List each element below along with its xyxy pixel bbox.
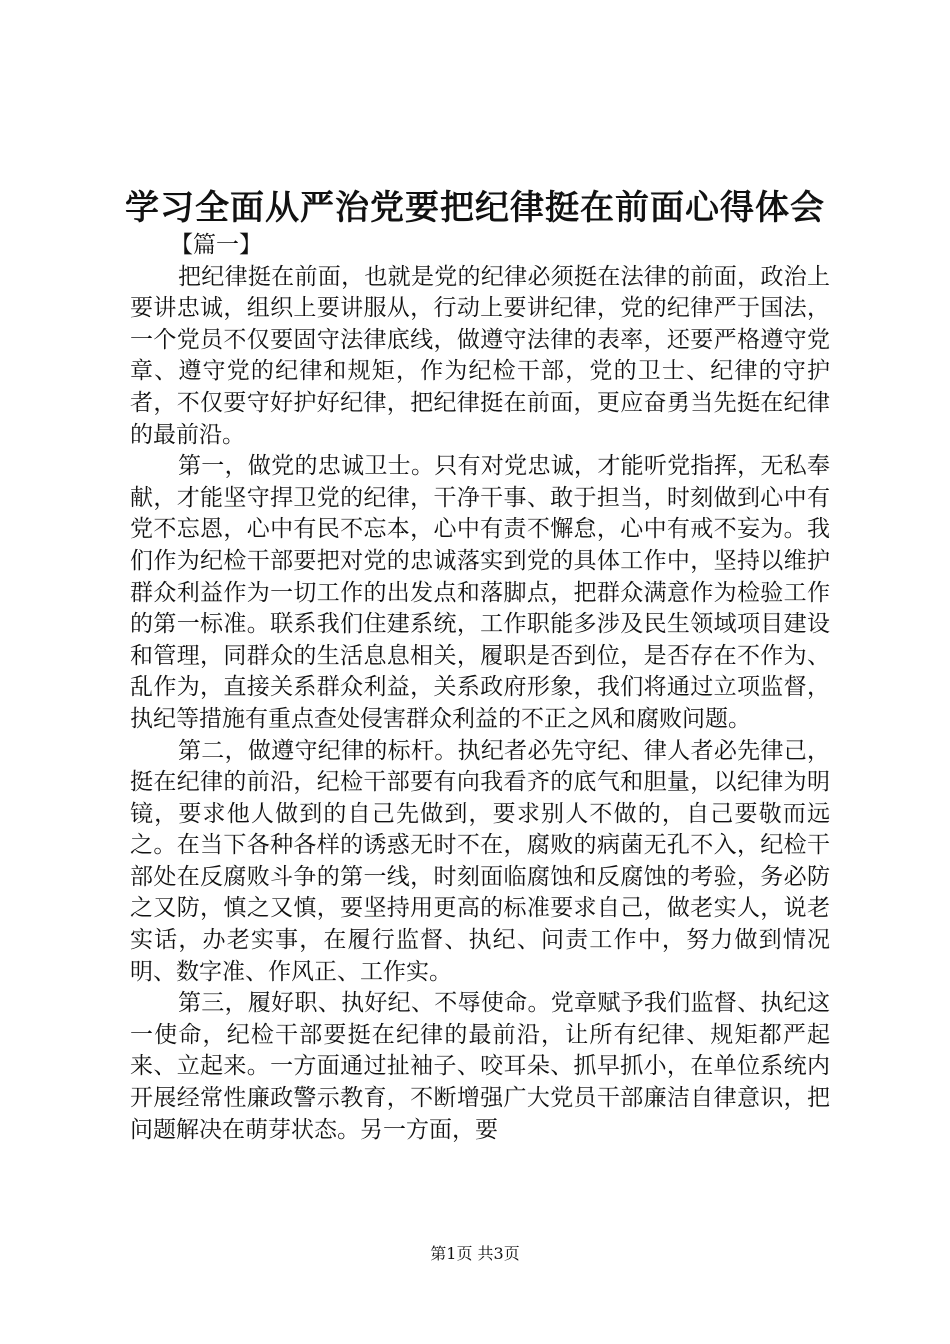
document-body [130, 230, 830, 1146]
paragraph-intro: 把纪律挺在前面，也就是党的纪律必须挺在法律的前面，政治上要讲忠诚，组织上要讲服从，行动上要讲纪律，党的纪律严于国法，一个党员不仅要固守法律底线，做遵守法律的表率，还要严格遵守党章、遵守党的纪律和规矩，作为纪检干部，党的卫士、纪律的守护者，不仅要守好护好纪律，把纪律挺在前面，更应奋勇当先挺在纪律的最前沿。 [130, 263, 830, 448]
page-number-footer: 第1页 共3页 [430, 1244, 520, 1263]
document-title: 学习全面从严治党要把纪律挺在前面心得体会 [125, 188, 825, 228]
paragraph-first-point: 第一，做党的忠诚卫士。只有对党忠诚，才能听党指挥，无私奉献，才能坚守捍卫党的纪律，干净干事、敢于担当，时刻做到心中有党不忘恩，心中有民不忘本，心中有责不懈怠，心中有戒不妄为。我们作为纪检干部要把对党的忠诚落实到党的具体工作中，坚持以维护群众利益作为一切工作的出发点和落脚点，把群众满意作为检验工作的第一标准。联系我们住建系统，工作职能多涉及民生领域项目建设和管理，同群众的生活息息相关，履职是否到位，是否存在不作为、乱作为，直接关系群众利益，关系政府形象，我们将通过立项监督，执纪等措施有重点查处侵害群众利益的不正之风和腐败问题。 [130, 453, 830, 732]
section-label: 【篇一】 [170, 232, 262, 258]
paragraph-second-point: 第二，做遵守纪律的标杆。执纪者必先守纪、律人者必先律己，挺在纪律的前沿，纪检干部要有向我看齐的底气和胆量，以纪律为明镜，要求他人做到的自己先做到，要求别人不做的，自己要敬而远之。在当下各种各样的诱惑无时不在，腐败的病菌无孔不入，纪检干部处在反腐败斗争的第一线，时刻面临腐蚀和反腐蚀的考验，务必防之又防，慎之又慎，要坚持用更高的标准要求自己，做老实人，说老实话，办老实事，在履行监督、执纪、问责工作中，努力做到情况明、数字准、作风正、工作实。 [130, 737, 830, 985]
paragraph-third-point: 第三，履好职、执好纪、不辱使命。党章赋予我们监督、执纪这一使命，纪检干部要挺在纪律的最前沿，让所有纪律、规矩都严起来、立起来。一方面通过扯袖子、咬耳朵、抓早抓小，在单位系统内开展经常性廉政警示教育，不断增强广大党员干部廉洁自律意识，把问题解决在萌芽状态。另一方面，要 [130, 990, 830, 1143]
